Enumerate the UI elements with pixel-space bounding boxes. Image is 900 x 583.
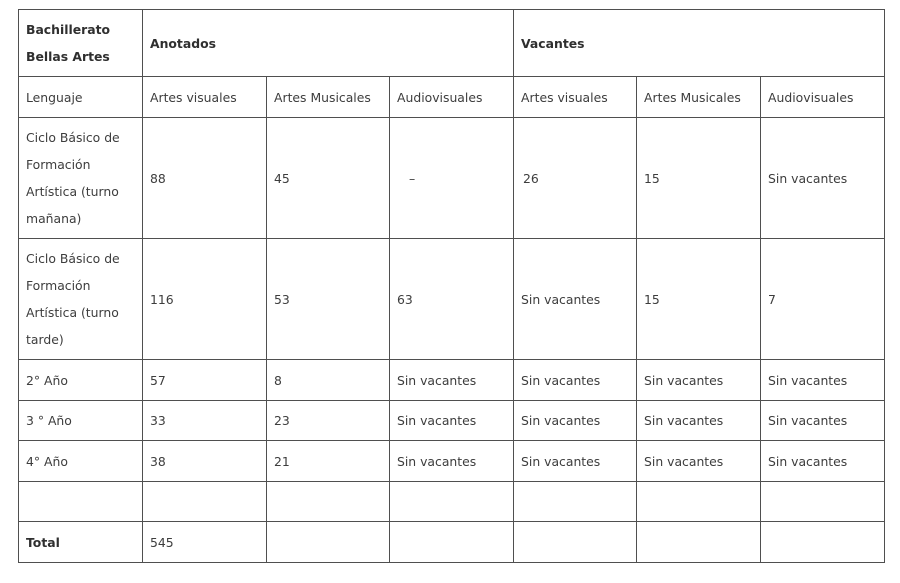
program-header-cell: Bachillerato Bellas Artes: [19, 10, 143, 77]
table-cell: 15: [637, 239, 761, 360]
table-cell: 45: [267, 118, 390, 239]
empty-cell: [637, 522, 761, 563]
table-cell: Sin vacantes: [637, 360, 761, 401]
table-cell: Sin vacantes: [390, 441, 514, 482]
table-cell: 21: [267, 441, 390, 482]
empty-cell: [514, 522, 637, 563]
table-row: [19, 360, 885, 401]
empty-cell: [19, 482, 143, 522]
empty-cell: [761, 522, 885, 563]
table-cell: 7: [761, 239, 885, 360]
empty-cell: [761, 482, 885, 522]
table-cell: 33: [143, 401, 267, 441]
table-cell: 63: [390, 239, 514, 360]
empty-cell: [390, 482, 514, 522]
table-row: [19, 441, 885, 482]
table-cell: Sin vacantes: [761, 401, 885, 441]
vacantes-artes-musicales-header: Artes Musicales: [637, 77, 761, 118]
anotados-audiovisuales-header: Audiovisuales: [390, 77, 514, 118]
empty-table-row: [19, 482, 885, 522]
row-label-cell: Ciclo Básico de Formación Artística (turno tarde): [19, 239, 143, 360]
table-cell: 57: [143, 360, 267, 401]
table-cell: Sin vacantes: [514, 441, 637, 482]
table-cell: Sin vacantes: [761, 441, 885, 482]
table-cell: Sin vacantes: [761, 360, 885, 401]
empty-cell: [514, 482, 637, 522]
table-row: [19, 118, 885, 239]
table-header-row: [19, 10, 885, 77]
total-value-cell: 545: [143, 522, 267, 563]
table-cell: –: [390, 118, 514, 239]
table-row: [19, 239, 885, 360]
anotados-header-cell: Anotados: [143, 10, 514, 77]
table-cell: Sin vacantes: [514, 360, 637, 401]
table-cell: 8: [267, 360, 390, 401]
total-label-cell: Total: [19, 522, 143, 563]
vacantes-artes-visuales-header: Artes visuales: [514, 77, 637, 118]
table-cell: 88: [143, 118, 267, 239]
table-subheader-row: [19, 77, 885, 118]
row-label-cell: 4° Año: [19, 441, 143, 482]
table-cell: Sin vacantes: [637, 441, 761, 482]
vacantes-header-cell: Vacantes: [514, 10, 885, 77]
anotados-artes-musicales-header: Artes Musicales: [267, 77, 390, 118]
enrollment-table-container: [18, 9, 885, 563]
table-cell: Sin vacantes: [390, 401, 514, 441]
total-row: [19, 522, 885, 563]
empty-cell: [637, 482, 761, 522]
empty-cell: [267, 482, 390, 522]
row-label-cell: 2° Año: [19, 360, 143, 401]
lenguaje-header-cell: Lenguaje: [19, 77, 143, 118]
table-cell: 26: [514, 118, 637, 239]
table-cell: 15: [637, 118, 761, 239]
table-cell: 53: [267, 239, 390, 360]
empty-cell: [267, 522, 390, 563]
anotados-artes-visuales-header: Artes visuales: [143, 77, 267, 118]
table-cell: 116: [143, 239, 267, 360]
table-cell: Sin vacantes: [390, 360, 514, 401]
table-cell: 23: [267, 401, 390, 441]
empty-cell: [143, 482, 267, 522]
enrollment-table: [18, 9, 885, 563]
table-cell: Sin vacantes: [514, 239, 637, 360]
table-cell: 38: [143, 441, 267, 482]
row-label-cell: Ciclo Básico de Formación Artística (turno mañana): [19, 118, 143, 239]
table-cell: Sin vacantes: [514, 401, 637, 441]
vacantes-audiovisuales-header: Audiovisuales: [761, 77, 885, 118]
row-label-cell: 3 ° Año: [19, 401, 143, 441]
table-cell: Sin vacantes: [761, 118, 885, 239]
table-row: [19, 401, 885, 441]
table-cell: Sin vacantes: [637, 401, 761, 441]
empty-cell: [390, 522, 514, 563]
